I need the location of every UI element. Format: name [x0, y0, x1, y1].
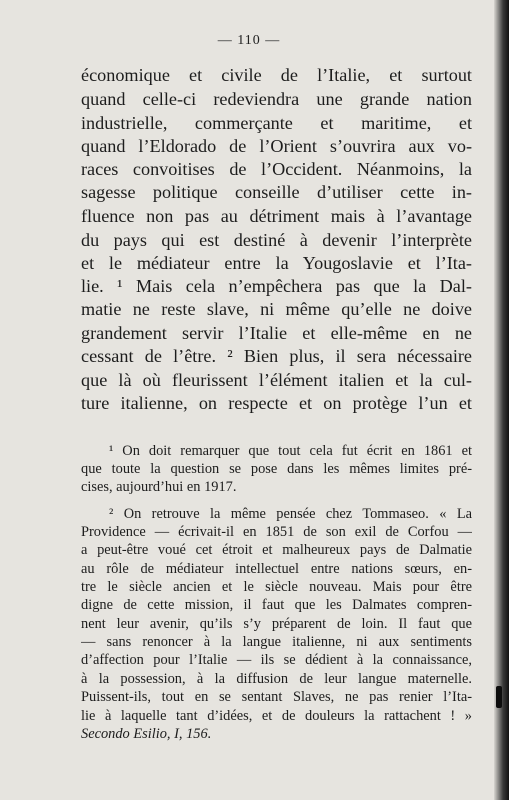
text-line: industrielle, commerçante et maritime, et: [81, 113, 472, 133]
footnote-line: ¹ On doit remarquer que tout cela fut écrit en 1861 et: [109, 443, 472, 459]
text-line: matie ne reste slave, ni même qu’elle ne doive: [81, 299, 472, 319]
text-line: sagesse politique conseille d’utiliser cette in-: [81, 182, 472, 202]
text-line: du pays qui est destiné à devenir l’interprète: [81, 230, 472, 250]
footnote-line: a peut-être voué cet étroit et malheureux pays de Dalmatie: [81, 542, 472, 558]
footnote-line: — sans renoncer à la langue italienne, ni aux sentiments: [81, 634, 472, 650]
text-line: lie. ¹ Mais cela n’empêchera pas que la Dal-: [81, 276, 472, 296]
footnote-line: tre le siècle ancien et le siècle nouveau. Mais pour être: [81, 579, 472, 595]
footnote-line: à la possession, à la diffusion de leur langue maternelle.: [81, 671, 472, 687]
page-edge-shadow: [494, 0, 509, 800]
binding-mark: [496, 686, 502, 708]
footnote-line: nent leur avenir, qu’ils s’y préparent de loin. Il faut que: [81, 616, 472, 632]
footnote-line: digne de cette mission, il faut que les Dalmates compren-: [81, 597, 472, 613]
footnote-line: cises, aujourd’hui en 1917.: [81, 479, 237, 495]
footnote-line: ² On retrouve la même pensée chez Tommaseo. « La: [109, 506, 472, 522]
text-line: races convoitises de l’Occident. Néanmoins, la: [81, 159, 472, 179]
footnote-line: Puissent-ils, tout en se sentant Slaves, ne pas renier l’Ita-: [81, 689, 472, 705]
text-line: cessant de l’être. ² Bien plus, il sera nécessaire: [81, 346, 472, 366]
text-line: fluence non pas au détriment mais à l’avantage: [81, 206, 472, 226]
text-line: et le médiateur entre la Yougoslavie et l’Ita-: [81, 253, 472, 273]
text-line: grandement servir l’Italie et elle-même en ne: [81, 323, 472, 343]
footnote-line: d’affection pour l’Italie — ils se dédient à la connaissance,: [81, 652, 472, 668]
text-line: ture italienne, on respecte et on protège l’un et: [81, 393, 472, 413]
footnote-line: que toute la question se pose dans les mêmes limites pré-: [81, 461, 472, 477]
text-line: quand celle-ci redeviendra une grande nation: [81, 89, 472, 109]
footnote-line: Providence — écrivait-il en 1851 de son exil de Corfou —: [81, 524, 472, 540]
text-line: quand l’Eldorado de l’Orient s’ouvrira aux vo-: [81, 136, 472, 156]
footnote-line: au rôle de médiateur intellectuel entre nations sœurs, en-: [81, 561, 472, 577]
footnote-line: lie à laquelle tant d’idées, et de douleurs la rattachent ! »: [81, 708, 472, 724]
page-number: — 110 —: [217, 33, 281, 48]
footnote-citation: Secondo Esilio, I, 156.: [81, 726, 212, 742]
text-line: que là où fleurissent l’élément italien et la cul-: [81, 370, 472, 390]
text-line: économique et civile de l’Italie, et surtout: [81, 65, 472, 85]
